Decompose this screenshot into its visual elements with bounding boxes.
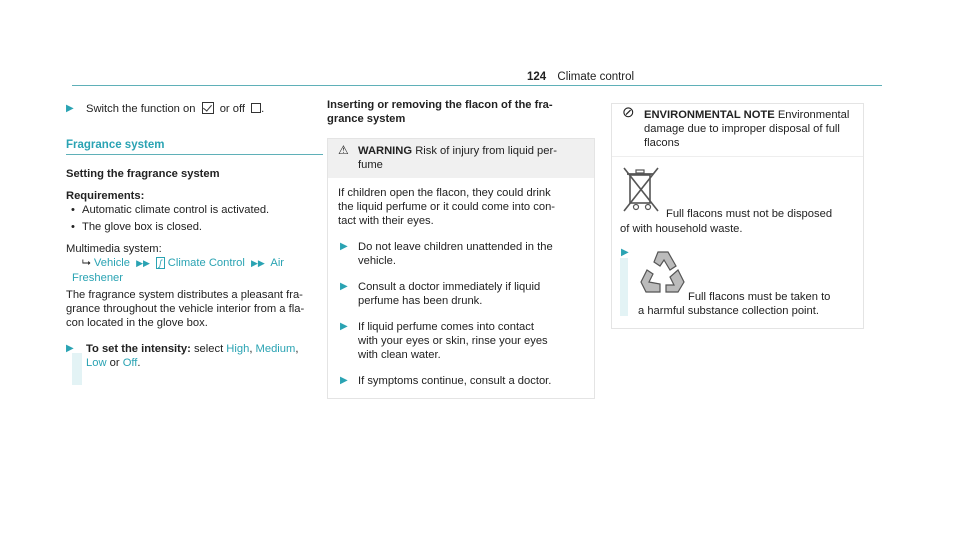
path-vehicle: Vehicle <box>93 257 130 269</box>
environment-leaf-icon: ⊘ <box>622 104 635 121</box>
environmental-note-box <box>611 103 864 329</box>
description-line: The fragrance system distributes a pleasant fra- <box>66 289 303 301</box>
section-name: Climate control <box>557 71 635 83</box>
setting-heading: Setting the fragrance system <box>66 168 220 180</box>
page-number: 124 <box>527 71 547 83</box>
warning-step: ▶ Do not leave children unattended in the vehicle. <box>340 241 553 267</box>
collection-text: Full flacons must be taken to <box>688 291 831 303</box>
path-return-icon: ⮡ <box>82 257 91 269</box>
description-line: con located in the glove box. <box>66 317 208 329</box>
climate-icon: ʃ <box>156 257 165 269</box>
recycle-icon <box>638 248 688 298</box>
insert-heading: Inserting or removing the flacon of the fra- grance system <box>327 99 553 125</box>
checkbox-empty-icon <box>251 103 261 113</box>
step-arrow-icon: ▶ <box>340 375 348 386</box>
warning-body: If children open the flacon, they could drink the liquid perfume or it could come into con- tact with their eyes. ▶ Do not leave children unattended in the vehicle. ▶ Consult a doctor immediately if liquid perfume has been drunk. ▶ If liquid perfume comes into contact with your eyes or skin, rinse your eyes with clean water. ▶ If symptoms continue, consult a doctor. <box>328 178 594 398</box>
disposal-text-cont: of with household waste. <box>620 223 743 235</box>
step-sidebar <box>620 258 628 316</box>
path-arrow-icon: ▶▶ <box>251 258 265 268</box>
menu-path <box>66 256 321 270</box>
column-left <box>66 98 321 370</box>
option-medium: Medium <box>255 343 296 355</box>
checkbox-checked-icon <box>202 102 214 114</box>
requirement-item: • The glove box is closed. <box>66 220 321 234</box>
option-low: Low <box>86 357 107 369</box>
step-arrow-icon: ▶ <box>621 247 629 258</box>
step-arrow-icon: ▶ <box>340 321 348 332</box>
warning-header: ⚠ WARNING Risk of injury from liquid per- fume <box>328 139 594 178</box>
section-title: Fragrance system <box>66 138 323 155</box>
column-middle <box>327 98 595 399</box>
header-rule <box>72 85 882 86</box>
option-off: Off <box>122 357 138 369</box>
crossed-bin-icon <box>622 165 660 217</box>
disposal-text: Full flacons must not be disposed <box>666 208 833 220</box>
step-intensity: ▶ To set the intensity: select High, Medium, Low or Off. <box>66 343 299 369</box>
env-header: ⊘ ENVIRONMENTAL NOTE Environmental damage due to improper disposal of full flacons <box>612 104 863 157</box>
option-high: High <box>226 343 250 355</box>
path-air: Air <box>270 257 285 269</box>
warning-step: ▶ Consult a doctor immediately if liquid perfume has been drunk. <box>340 281 541 307</box>
multimedia-label: Multimedia system: <box>66 243 162 255</box>
warning-box <box>327 138 595 399</box>
warning-step: ▶ If liquid perfume comes into contact with your eyes or skin, rinse your eyes with clean water. <box>340 321 548 361</box>
description-line: grance throughout the vehicle interior from a fla- <box>66 303 305 315</box>
step-arrow-icon: ▶ <box>66 103 74 114</box>
requirement-item: • Automatic climate control is activated. <box>66 203 321 217</box>
collection-text-cont: a harmful substance collection point. <box>638 305 819 317</box>
path-freshener: Freshener <box>72 272 123 284</box>
env-body <box>612 157 863 328</box>
column-right <box>611 103 864 329</box>
step-switch: ▶ Switch the function on or off . <box>66 103 265 115</box>
path-climate-control: Climate Control <box>167 257 245 269</box>
step-arrow-icon: ▶ <box>340 281 348 292</box>
warning-triangle-icon: ⚠ <box>338 143 349 157</box>
step-arrow-icon: ▶ <box>340 241 348 252</box>
requirements-label: Requirements: <box>66 190 145 202</box>
warning-step: ▶ If symptoms continue, consult a doctor. <box>340 375 552 387</box>
step-arrow-icon: ▶ <box>66 343 74 354</box>
page-header <box>527 70 634 84</box>
path-arrow-icon: ▶▶ <box>136 258 150 268</box>
